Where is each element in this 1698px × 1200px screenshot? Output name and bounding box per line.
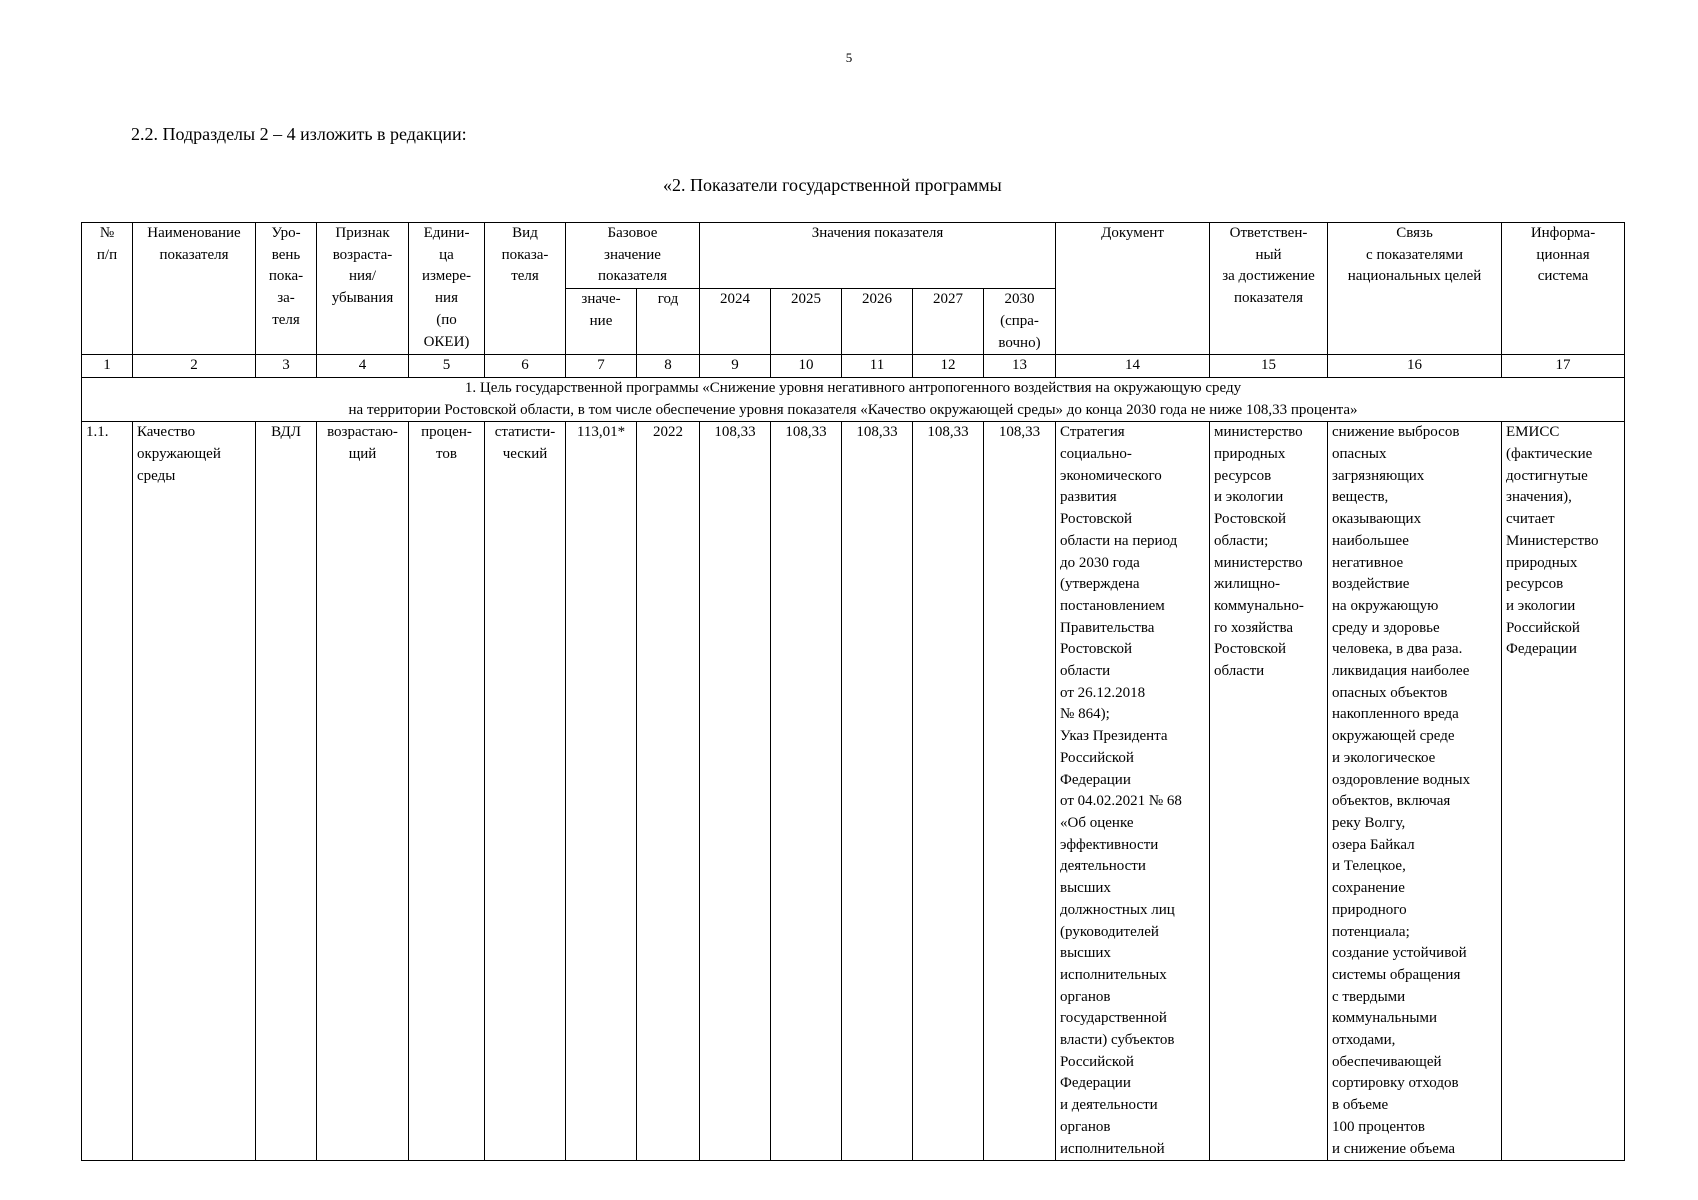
column-number: 15 xyxy=(1210,355,1328,378)
column-number: 11 xyxy=(842,355,913,378)
column-number: 12 xyxy=(913,355,984,378)
goal-row xyxy=(82,377,1625,421)
column-number: 10 xyxy=(771,355,842,378)
header-row-1 xyxy=(82,223,1625,289)
header-level: Уро- вень пока- за- теля xyxy=(256,223,317,355)
row-document: Стратегия социально- экономического развития Ростовской области на период до 2030 года (утверждена постановлением Правительства Ростовской области от 26.12.2018 № 864); Указ Президента Российской Федерации от 04.02.2021 № 68 «Об оценке эффективности деятельности высших должностных лиц (руководителей высших исполнительных органов государственной власти) субъектов Российской Федерации и деятельности органов исполнительной xyxy=(1056,422,1210,1161)
row-type: статисти- ческий xyxy=(485,422,566,1161)
header-year-2026: 2026 xyxy=(842,289,913,355)
header-values-group: Значения показателя xyxy=(700,223,1056,289)
header-base-year: год xyxy=(637,289,700,355)
indicators-table xyxy=(81,222,1625,1161)
row-info-system: ЕМИСС (фактические достигнутые значения), считает Министерство природных ресурсов и экологии Российской Федерации xyxy=(1502,422,1625,1161)
header-base-group: Базовое значение показателя xyxy=(566,223,700,289)
column-number: 6 xyxy=(485,355,566,378)
header-num: № п/п xyxy=(82,223,133,355)
column-number: 16 xyxy=(1328,355,1502,378)
row-base-year: 2022 xyxy=(637,422,700,1161)
column-number: 7 xyxy=(566,355,637,378)
goal-text: 1. Цель государственной программы «Снижение уровня негативного антропогенного воздействия на окружающую среду на территории Ростовской области, в том числе обеспечение уровня показателя «Качество окружающей среды» до конца 2030 года не ниже 108,33 процента» xyxy=(82,377,1625,421)
page-number: 5 xyxy=(845,50,853,65)
row-value-2027: 108,33 xyxy=(913,422,984,1161)
column-number: 1 xyxy=(82,355,133,378)
column-number: 8 xyxy=(637,355,700,378)
row-num: 1.1. xyxy=(82,422,133,1161)
section-title: «2. Показатели государственной программы xyxy=(663,175,1002,195)
column-number: 2 xyxy=(133,355,256,378)
column-number: 13 xyxy=(984,355,1056,378)
column-number: 17 xyxy=(1502,355,1625,378)
header-unit: Едини- ца измере- ния (по ОКЕИ) xyxy=(409,223,485,355)
intro-text: 2.2. Подразделы 2 – 4 изложить в редакции: xyxy=(131,124,467,144)
row-link: снижение выбросов опасных загрязняющих веществ, оказывающих наибольшее негативное воздействие на окружающую среду и здоровье человека, в два раза. ликвидация наиболее опасных объектов накопленного вреда окружающей среде и экологическое оздоровление водных объектов, включая реку Волгу, озера Байкал и Телецкое, сохранение природного потенциала; создание устойчивой системы обращения с твердыми коммунальными отходами, обеспечивающей сортировку отходов в объеме 100 процентов и снижение объема xyxy=(1328,422,1502,1161)
header-document: Документ xyxy=(1056,223,1210,355)
header-link: Связь с показателями национальных целей xyxy=(1328,223,1502,355)
column-number: 3 xyxy=(256,355,317,378)
row-base-value: 113,01* xyxy=(566,422,637,1161)
header-responsible: Ответствен- ный за достижение показателя xyxy=(1210,223,1328,355)
row-name: Качество окружающей среды xyxy=(133,422,256,1161)
header-name: Наименование показателя xyxy=(133,223,256,355)
header-year-2030: 2030 (спра- вочно) xyxy=(984,289,1056,355)
row-value-2025: 108,33 xyxy=(771,422,842,1161)
header-base-value: значе- ние xyxy=(566,289,637,355)
row-value-2026: 108,33 xyxy=(842,422,913,1161)
column-number: 4 xyxy=(317,355,409,378)
column-number: 5 xyxy=(409,355,485,378)
row-value-2030: 108,33 xyxy=(984,422,1056,1161)
header-year-2024: 2024 xyxy=(700,289,771,355)
header-year-2027: 2027 xyxy=(913,289,984,355)
column-numbers-row xyxy=(82,355,1625,378)
table-row xyxy=(82,422,1625,1161)
row-unit: процен- тов xyxy=(409,422,485,1161)
column-number: 9 xyxy=(700,355,771,378)
row-responsible: министерство природных ресурсов и экологии Ростовской области; министерство жилищно- коммунально- го хозяйства Ростовской области xyxy=(1210,422,1328,1161)
header-sign: Признак возраста- ния/ убывания xyxy=(317,223,409,355)
row-level: ВДЛ xyxy=(256,422,317,1161)
header-year-2025: 2025 xyxy=(771,289,842,355)
row-value-2024: 108,33 xyxy=(700,422,771,1161)
row-sign: возрастаю- щий xyxy=(317,422,409,1161)
column-number: 14 xyxy=(1056,355,1210,378)
header-info-system: Информа- ционная система xyxy=(1502,223,1625,355)
header-type: Вид показа- теля xyxy=(485,223,566,355)
